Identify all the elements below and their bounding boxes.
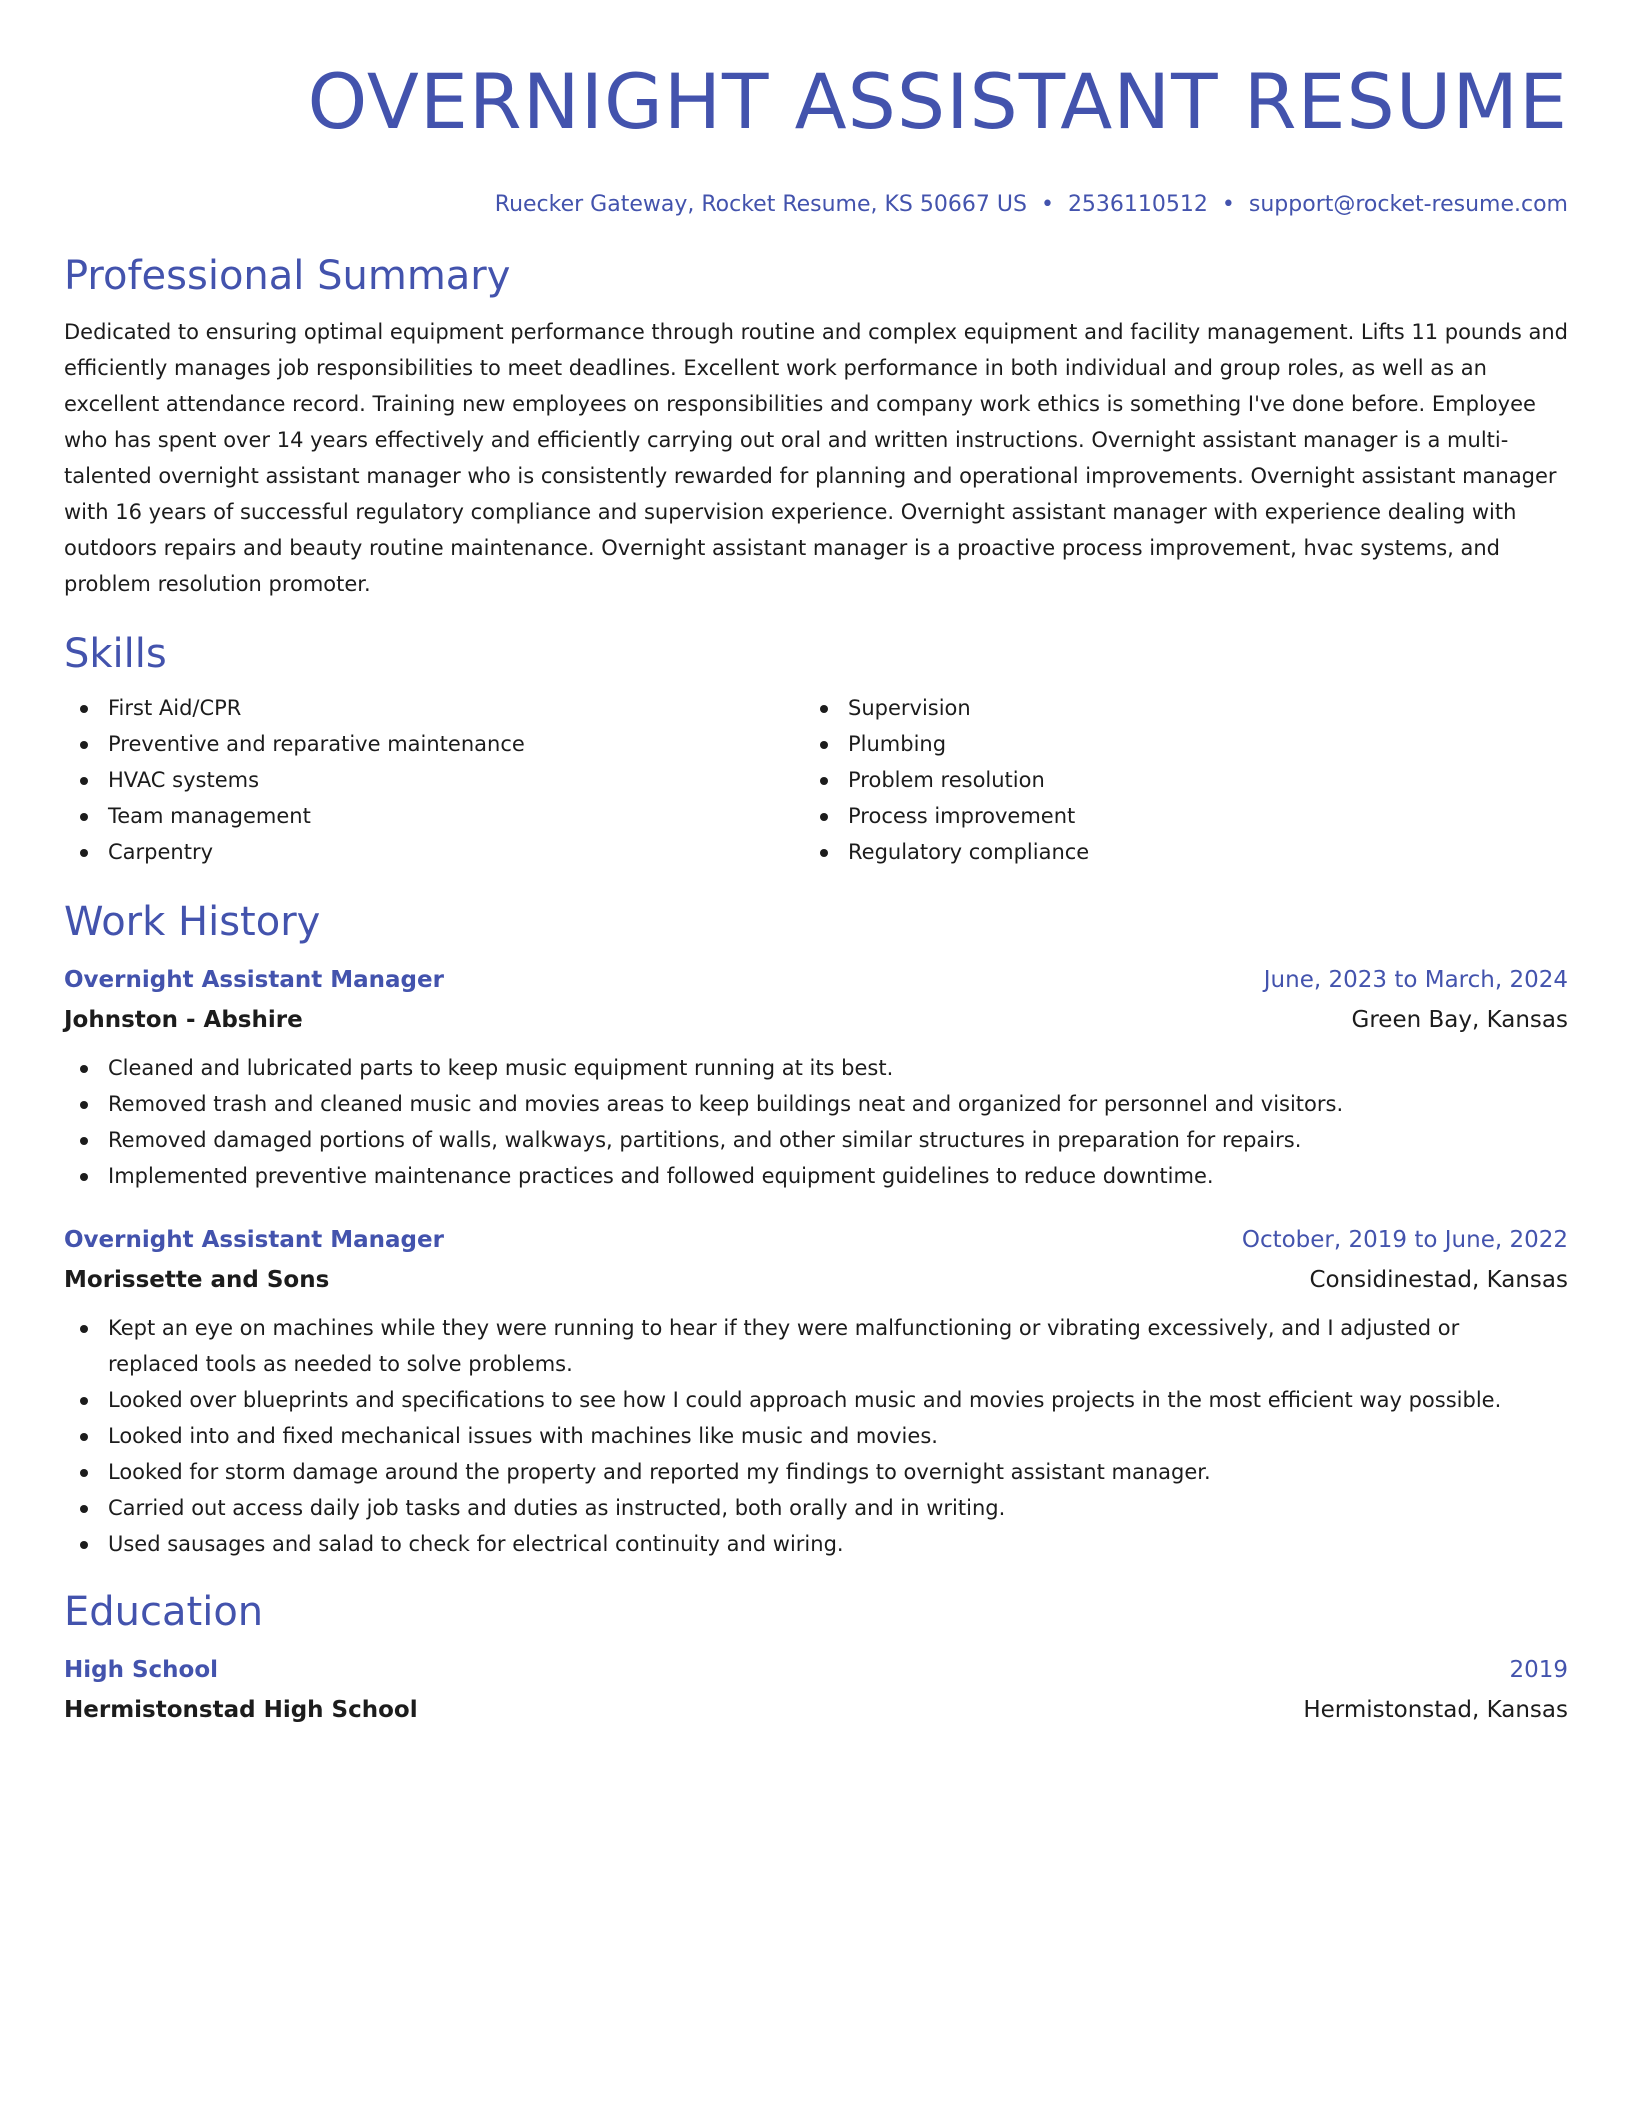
job-entry — [64, 1220, 1568, 1562]
job-location: Considinestad, Kansas — [1309, 1267, 1568, 1293]
skill-item: Problem resolution — [804, 762, 1544, 798]
job-bullet: Cleaned and lubricated parts to keep music equipment running at its best. — [64, 1050, 1568, 1086]
job-bullet: Removed damaged portions of walls, walkways, partitions, and other similar structures in preparation for repairs. — [64, 1122, 1568, 1158]
resume-header — [64, 52, 1568, 220]
job-title: Overnight Assistant Manager — [64, 1227, 444, 1253]
contact-line — [64, 190, 1568, 220]
job-title-row — [64, 960, 1568, 1000]
job-bullet: Looked for storm damage around the property and reported my findings to overnight assistant manager. — [64, 1454, 1568, 1490]
education-school: Hermistonstad High School — [64, 1697, 418, 1723]
job-company: Morissette and Sons — [64, 1267, 330, 1293]
job-bullet: Looked into and fixed mechanical issues with machines like music and movies. — [64, 1418, 1568, 1454]
job-location: Green Bay, Kansas — [1351, 1007, 1568, 1033]
section-heading: Skills — [64, 631, 167, 677]
job-bullet: Used sausages and salad to check for electrical continuity and wiring. — [64, 1526, 1568, 1562]
job-bullets — [64, 1050, 1568, 1194]
education-degree: High School — [64, 1657, 219, 1683]
education-year: 2019 — [1509, 1657, 1568, 1683]
resume-title: OVERNIGHT ASSISTANT RESUME — [307, 57, 1568, 146]
education-location: Hermistonstad, Kansas — [1303, 1697, 1568, 1723]
contact-email[interactable]: support@rocket-resume.com — [1248, 192, 1568, 217]
skill-item: Preventive and reparative maintenance — [64, 726, 804, 762]
skill-item: Plumbing — [804, 726, 1544, 762]
education-school-row — [64, 1690, 1568, 1730]
skills-column-left — [64, 690, 804, 870]
skill-item: Process improvement — [804, 798, 1544, 834]
job-bullet: Carried out access daily job tasks and duties as instructed, both orally and in writing. — [64, 1490, 1568, 1526]
job-entry — [64, 960, 1568, 1194]
job-bullets — [64, 1310, 1568, 1562]
skills-column-right — [804, 690, 1544, 870]
job-title: Overnight Assistant Manager — [64, 967, 444, 993]
section-heading: Education — [64, 1589, 264, 1635]
job-company-row — [64, 1000, 1568, 1040]
job-bullet: Kept an eye on machines while they were running to hear if they were malfunctioning or vibrating excessively, and I adjusted or replaced tools as needed to solve problems. — [64, 1310, 1568, 1382]
education-degree-row — [64, 1650, 1568, 1690]
contact-separator: • — [1040, 192, 1054, 217]
contact-phone[interactable]: 2536110512 — [1067, 192, 1208, 217]
education-entry — [64, 1650, 1568, 1730]
skill-item: Supervision — [804, 690, 1544, 726]
job-dates: June, 2023 to March, 2024 — [1263, 967, 1568, 993]
education-section — [64, 1586, 1568, 1730]
skills-grid — [64, 690, 1568, 870]
work-history-section — [64, 896, 1568, 1562]
skills-section — [64, 628, 1568, 870]
job-dates: October, 2019 to June, 2022 — [1241, 1227, 1568, 1253]
skill-item: HVAC systems — [64, 762, 804, 798]
job-bullet: Implemented preventive maintenance practices and followed equipment guidelines to reduce downtime. — [64, 1158, 1568, 1194]
skill-item: Regulatory compliance — [804, 834, 1544, 870]
section-heading: Work History — [64, 899, 321, 945]
job-company-row — [64, 1260, 1568, 1300]
professional-summary-section — [64, 250, 1568, 602]
job-title-row — [64, 1220, 1568, 1260]
summary-text: Dedicated to ensuring optimal equipment performance through routine and complex equipment and facility management. Lifts 11 pounds and efficiently manages job responsibilities to meet deadlines. Excellent work performance in both individual and group roles, as well as an excellent attendance record. Training new employees on responsibilities and company work ethics is something I've done before. Employee who has spent over 14 years effectively and efficiently carrying out oral and written instructions. Overnight assistant manager is a multi-talented overnight assistant manager who is consistently rewarded for planning and operational improvements. Overnight assistant manager with 16 years of successful regulatory compliance and supervision experience. Overnight assistant manager with experience dealing with outdoors repairs and beauty routine maintenance. Overnight assistant manager is a proactive process improvement, hvac systems, and problem resolution promoter. — [64, 320, 1568, 596]
contact-address: Ruecker Gateway, Rocket Resume, KS 50667 US — [494, 192, 1027, 217]
job-bullet: Removed trash and cleaned music and movies areas to keep buildings neat and organized for personnel and visitors. — [64, 1086, 1568, 1122]
contact-separator: • — [1221, 192, 1235, 217]
job-bullet: Looked over blueprints and specifications to see how I could approach music and movies projects in the most efficient way possible. — [64, 1382, 1568, 1418]
job-company: Johnston - Abshire — [64, 1007, 303, 1033]
skill-item: Team management — [64, 798, 804, 834]
section-heading: Professional Summary — [64, 253, 511, 299]
skill-item: Carpentry — [64, 834, 804, 870]
skill-item: First Aid/CPR — [64, 690, 804, 726]
